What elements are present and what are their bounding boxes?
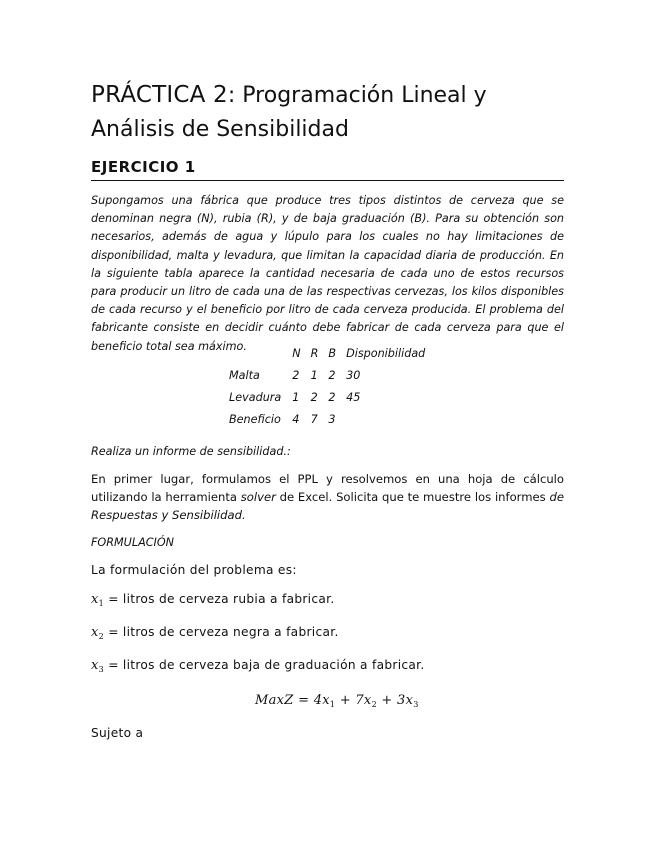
heading-underline [91, 180, 564, 181]
variable-meaning: = litros de cerveza baja de graduación a fabricar. [104, 658, 425, 672]
table-corner [224, 342, 287, 364]
table-row-label: Levadura [229, 390, 282, 404]
table-row [224, 408, 430, 430]
variable-meaning: = litros de cerveza rubia a fabricar. [104, 592, 335, 606]
title-rest: : Programación Lineal y Análisis de Sensibilidad [91, 83, 487, 142]
variable-symbol: $x_3$ [91, 658, 105, 674]
table-row-label: Malta [229, 368, 260, 382]
formulation-intro: La formulación del problema es: [91, 563, 297, 577]
method-text-2: de Excel. Solicita que te muestre los informes [275, 490, 550, 504]
table-cell: 3 [328, 412, 336, 426]
exercise-heading: EJERCICIO 1 [91, 158, 196, 176]
table-header-cell: R [310, 346, 319, 360]
table-cell: 1 [292, 390, 300, 404]
table-cell: 2 [310, 390, 318, 404]
task-instruction: Realiza un informe de sensibilidad.: [91, 445, 291, 458]
table-header-cell: B [328, 346, 337, 360]
table-cell: 7 [310, 412, 318, 426]
method-paragraph [91, 470, 564, 524]
table-cell: 30 [346, 368, 361, 382]
table-cell: 45 [346, 390, 361, 404]
subject-to-label: Sujeto a [91, 726, 144, 740]
table-cell: 2 [292, 368, 300, 382]
objective-function: MaxZ = $4x_1 + 7x_2 + 3x_3$ [255, 693, 419, 709]
title-lead: PRÁCTICA 2 [91, 82, 228, 108]
variable-definition [91, 592, 335, 608]
report-names: de Respuestas y Sensibilidad. [91, 490, 564, 522]
table-header-cell: Disponibilidad [346, 346, 426, 360]
table-header-cell: N [292, 346, 301, 360]
formulation-heading: FORMULACIÓN [91, 536, 175, 549]
resources-table [224, 342, 430, 430]
table-cell [341, 408, 430, 430]
variable-definition [91, 625, 339, 641]
exercise-statement: Supongamos una fábrica que produce tres tipos distintos de cerveza que se denominan negra (N), rubia (R), y de baja graduación (B). Para su obtención son necesarios, además de agua y lúpulo para los cuales no hay limitaciones de disponibilidad, malta y levadura, que limitan la capacidad diaria de producción. En la siguiente tabla aparece la cantidad necesaria de cada uno de estos recursos para producir un litro de cada una de las respectivas cervezas, los kilos disponibles de cada recurso y el beneficio por litro de cada cerveza producida. El problema del fabricante consiste en decidir cuánto debe fabricar de cada cerveza para que el beneficio total sea máximo. [91, 194, 564, 353]
table-cell: 2 [328, 390, 336, 404]
variable-meaning: = litros de cerveza negra a fabricar. [104, 625, 339, 639]
table-header-row [224, 342, 430, 364]
solver-term: solver [240, 490, 276, 504]
table-cell: 1 [310, 368, 318, 382]
document-title [91, 78, 571, 147]
variable-symbol: $x_1$ [91, 592, 105, 608]
method-text-1: En primer lugar, formulamos el PPL y resolvemos en una hoja de cálculo utilizando la herramienta [91, 472, 564, 504]
table-row [224, 364, 430, 386]
table-row [224, 386, 430, 408]
variable-definition [91, 658, 425, 674]
table-row-label: Beneficio [229, 412, 281, 426]
variable-symbol: $x_2$ [91, 625, 105, 641]
table-cell: 2 [328, 368, 336, 382]
table-cell: 4 [292, 412, 300, 426]
